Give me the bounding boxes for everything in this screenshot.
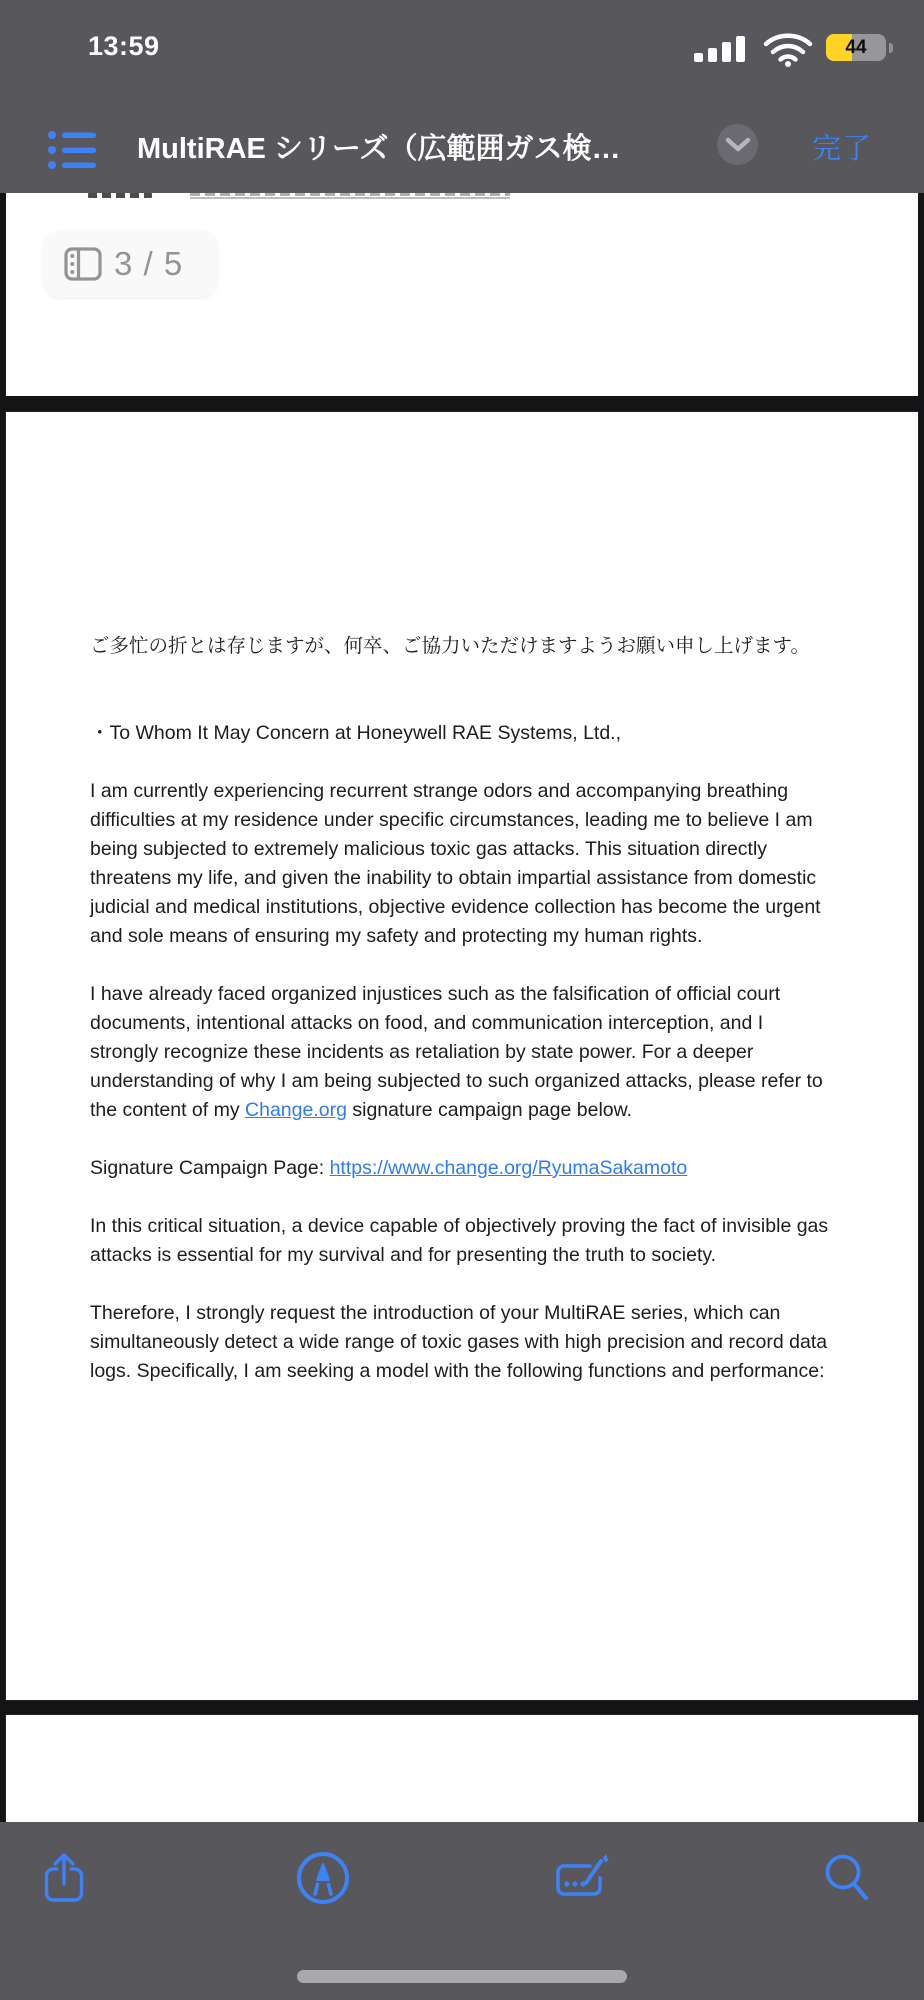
signature-form-icon	[552, 1850, 608, 1906]
search-button[interactable]	[822, 1850, 878, 1906]
search-icon	[822, 1850, 878, 1906]
document-paragraph	[90, 777, 836, 951]
done-button[interactable]: 完了	[812, 126, 872, 167]
wifi-icon	[763, 33, 813, 67]
navigation-bar	[0, 120, 924, 180]
text-run: Signature Campaign Page:	[90, 1157, 330, 1179]
text-run: ・To Whom It May Concern at Honeywell RAE Systems, Ltd.,	[90, 722, 622, 744]
page-indicator[interactable]	[44, 231, 217, 297]
chevron-down-icon	[725, 137, 751, 153]
battery-icon	[826, 34, 886, 61]
document-paragraph	[90, 1299, 836, 1386]
sidebar-pages-icon	[64, 247, 102, 281]
status-bar	[0, 22, 924, 72]
markup-button[interactable]	[295, 1850, 351, 1906]
clipped-text-fragment	[88, 193, 152, 198]
text-run: signature campaign page below.	[346, 1099, 633, 1121]
document-paragraph	[90, 980, 836, 1125]
page-indicator-label: 3 / 5	[114, 245, 184, 282]
markup-pen-icon	[295, 1850, 351, 1906]
battery-nub	[889, 43, 893, 53]
title-menu-button[interactable]	[717, 124, 758, 165]
document-paragraph	[90, 719, 836, 748]
text-run: ご多忙の折とは存じますが、何卒、ご協力いただけますようお願い申し上げます。	[90, 635, 810, 657]
share-button[interactable]	[42, 1850, 98, 1906]
document-body	[6, 412, 918, 1386]
text-run: I have already faced organized injustices such as the falsification of official court documents, intentional attacks on food, and communication interception, and I strongly recognize these incidents as retaliation by state power. For a deeper understanding of why I am being subjected to such organized attacks, please refer to the content of my	[90, 983, 823, 1121]
text-run: I am currently experiencing recurrent strange odors and accompanying breathing difficulties at my residence under specific circumstances, leading me to believe I am being subjected to extremely malicious toxic gas attacks. This situation directly threatens my life, and given the inability to obtain impartial assistance from domestic judicial and medical institutions, objective evidence collection has become the urgent and sole means of ensuring my safety and protecting my human rights.	[90, 780, 821, 947]
pdf-page-next	[6, 1715, 918, 1822]
status-time: 13:59	[88, 31, 160, 61]
cellular-signal-icon	[694, 34, 752, 62]
text-run: Therefore, I strongly request the introduction of your MultiRAE series, which can simultaneously detect a wide range of toxic gases with high precision and record data logs. Specifically, I am seeking a model with the following functions and performance:	[90, 1302, 828, 1382]
home-indicator[interactable]	[297, 1970, 627, 1983]
document-paragraph	[90, 632, 836, 661]
battery-percent: 44	[845, 36, 867, 58]
share-icon	[42, 1851, 98, 1905]
document-paragraph	[90, 1212, 836, 1270]
bottom-toolbar	[0, 1822, 924, 2000]
inline-link[interactable]: https://www.change.org/RyumaSakamoto	[329, 1157, 688, 1179]
signature-form-button[interactable]	[552, 1850, 608, 1906]
document-paragraph	[90, 1154, 836, 1183]
table-of-contents-button[interactable]	[48, 130, 96, 170]
top-chrome	[0, 0, 924, 193]
clipped-link-fragment	[190, 193, 510, 199]
bulleted-list-icon	[48, 130, 96, 170]
inline-link[interactable]: Change.org	[245, 1099, 347, 1121]
text-run: In this critical situation, a device capable of objectively proving the fact of invisible gas attacks is essential for my survival and for presenting the truth to society.	[90, 1215, 829, 1266]
pdf-page-current	[6, 412, 918, 1700]
document-title: MultiRAE シリーズ（広範囲ガス検…	[137, 133, 621, 165]
